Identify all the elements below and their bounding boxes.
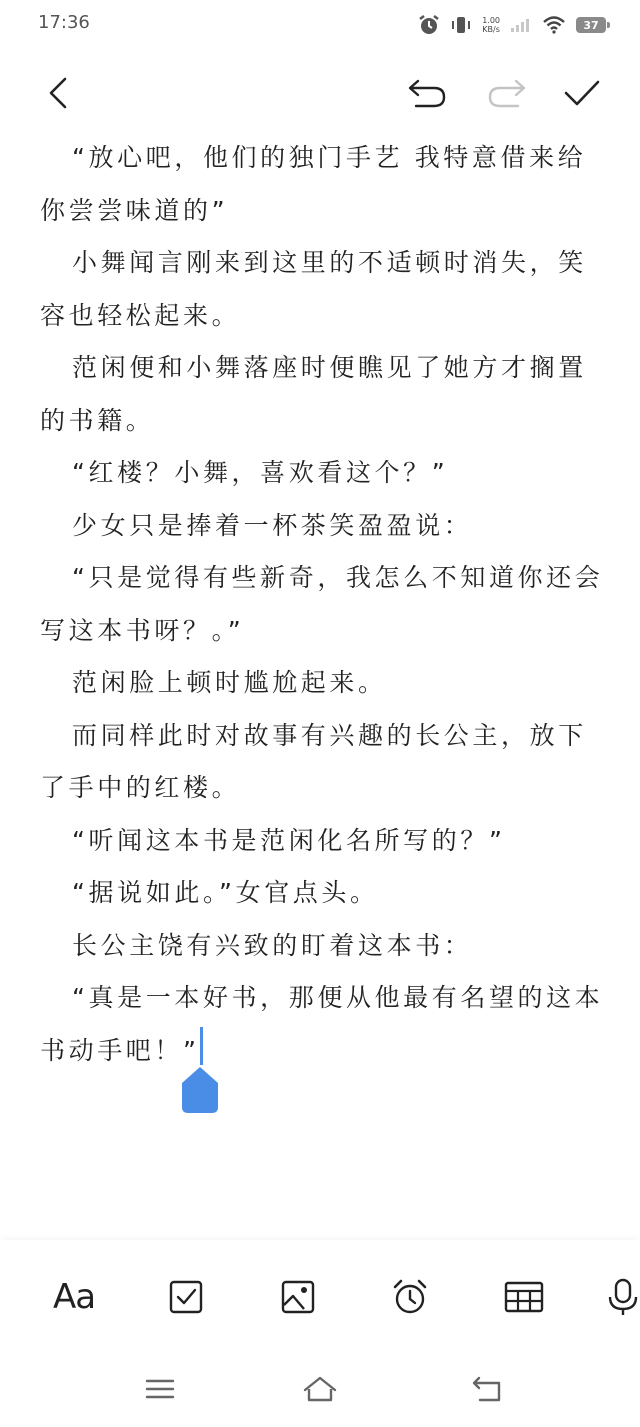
- microphone-icon: [604, 1277, 640, 1317]
- paragraph: 小舞闻言刚来到这里的不适顿时消失，笑容也轻松起来。: [40, 248, 587, 330]
- image-icon: [280, 1279, 316, 1315]
- cellular-signal-icon: [510, 17, 532, 33]
- redo-icon: [484, 75, 528, 111]
- alarm-clock-icon: [391, 1278, 429, 1316]
- insert-image-button[interactable]: [268, 1270, 328, 1324]
- paragraph: 范闲便和小舞落座时便瞧见了她方才搁置的书籍。: [40, 353, 587, 435]
- reminder-button[interactable]: [380, 1270, 440, 1324]
- note-editor[interactable]: [40, 132, 606, 1077]
- paragraph: 长公主饶有兴致的盯着这本书：: [72, 930, 473, 960]
- font-style-button[interactable]: Aa: [52, 1277, 96, 1317]
- format-toolbar: [0, 1240, 640, 1350]
- editor-toolbar: [0, 62, 640, 124]
- voice-input-button[interactable]: [604, 1270, 640, 1324]
- paragraph: 范闲脸上顿时尴尬起来。: [72, 668, 387, 697]
- insert-table-button[interactable]: [494, 1270, 554, 1324]
- vibrate-status-icon: [450, 14, 472, 36]
- undo-button[interactable]: [400, 62, 456, 124]
- checkmark-icon: [562, 75, 602, 111]
- checklist-button[interactable]: [156, 1270, 216, 1324]
- caret: [200, 1027, 203, 1065]
- system-navigation-bar: [0, 1356, 640, 1422]
- checkbox-icon: [168, 1279, 204, 1315]
- system-back-button[interactable]: [458, 1366, 518, 1412]
- network-speed: [482, 16, 500, 34]
- paragraph-last-text: “真是一本好书，那便从他最有名望的这本书动手吧！”: [40, 983, 604, 1065]
- status-bar: [0, 0, 640, 48]
- paragraph: “放心吧，他们的独门手艺 我特意借来给你尝尝味道的”: [40, 143, 587, 225]
- status-icons: [418, 12, 606, 38]
- table-icon: [504, 1280, 544, 1314]
- redo-button[interactable]: [478, 62, 534, 124]
- home-icon: [302, 1375, 338, 1403]
- back-arrow-icon: [43, 73, 73, 113]
- recent-apps-button[interactable]: [130, 1366, 190, 1412]
- battery-icon: 37: [576, 17, 606, 33]
- back-button[interactable]: [30, 62, 86, 124]
- paragraph: 少女只是捧着一杯茶笑盈盈说：: [72, 510, 473, 540]
- done-button[interactable]: [554, 62, 610, 124]
- undo-icon: [406, 75, 450, 111]
- alarm-status-icon: [418, 14, 440, 36]
- menu-icon: [145, 1377, 175, 1401]
- status-time: 17:36: [38, 12, 90, 33]
- back-icon: [472, 1375, 504, 1403]
- cursor-handle-icon[interactable]: [182, 1067, 218, 1113]
- paragraph: “听闻这本书是范闲化名所写的？”: [72, 825, 506, 855]
- net-speed-value: 1.00: [482, 16, 500, 25]
- wifi-icon: [542, 16, 566, 34]
- paragraph: “据说如此。”女官点头。: [72, 878, 379, 907]
- home-button[interactable]: [290, 1366, 350, 1412]
- paragraph-last: [40, 972, 606, 1077]
- paragraph: 而同样此时对故事有兴趣的长公主，放下了手中的红楼。: [40, 720, 587, 802]
- paragraph: “只是觉得有些新奇，我怎么不知道你还会写这本书呀？。”: [40, 563, 604, 645]
- paragraph: “红楼？小舞，喜欢看这个？”: [72, 458, 449, 487]
- net-speed-unit: KB/s: [482, 25, 500, 34]
